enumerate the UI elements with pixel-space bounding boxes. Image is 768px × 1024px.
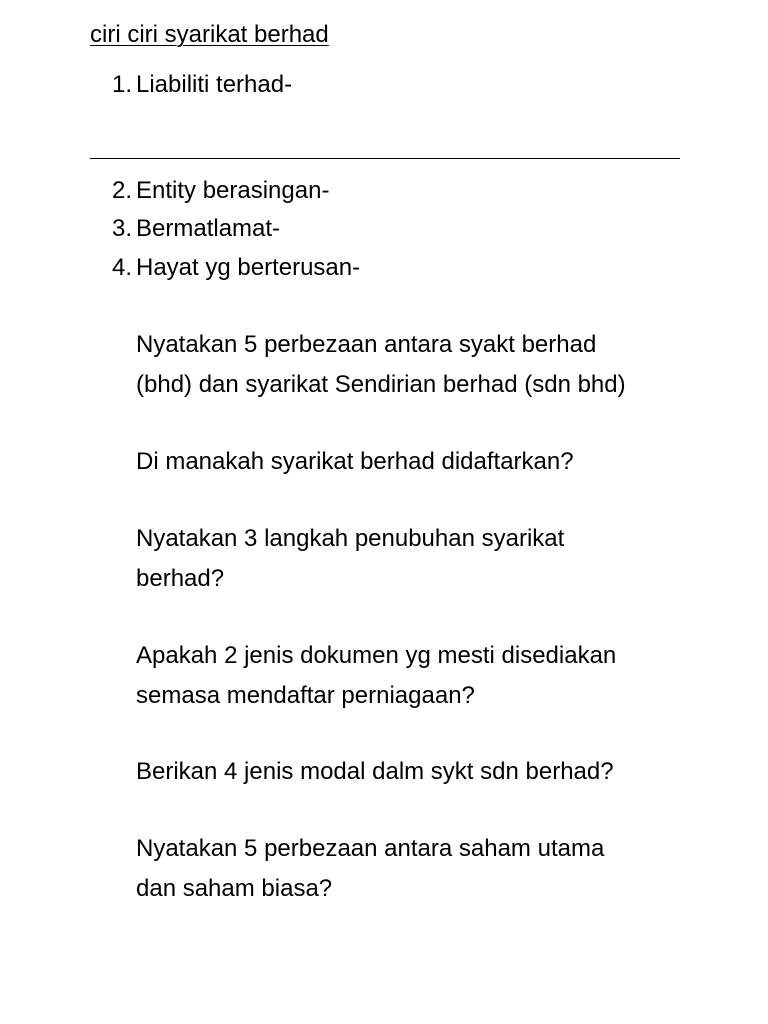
question-2 <box>136 442 736 482</box>
list-item-4 <box>112 253 360 283</box>
question-1 <box>136 325 736 405</box>
question-6 <box>136 829 736 909</box>
question-line: semasa mendaftar perniagaan? <box>136 682 475 709</box>
document-title: ciri ciri syarikat berhad <box>90 21 329 48</box>
question-4 <box>136 636 736 716</box>
list-number: 1. <box>112 71 133 98</box>
list-number: 2. <box>112 177 133 204</box>
list-text: Entity berasingan- <box>136 177 330 204</box>
question-line: Berikan 4 jenis modal dalm sykt sdn berhad? <box>136 758 614 785</box>
question-line: Apakah 2 jenis dokumen yg mesti disediakan <box>136 642 617 669</box>
answer-line <box>90 158 680 159</box>
question-line: Nyatakan 3 langkah penubuhan syarikat <box>136 525 565 552</box>
list-item-3 <box>112 214 280 244</box>
list-text: Bermatlamat- <box>136 215 281 242</box>
list-number: 3. <box>112 215 133 242</box>
question-5 <box>136 752 736 792</box>
list-text: Liabiliti terhad- <box>136 71 293 98</box>
question-line: (bhd) dan syarikat Sendirian berhad (sdn bhd) <box>136 371 626 398</box>
question-line: Nyatakan 5 perbezaan antara syakt berhad <box>136 331 597 358</box>
list-number: 4. <box>112 254 133 281</box>
question-line: berhad? <box>136 565 225 592</box>
question-line: dan saham biasa? <box>136 875 333 902</box>
list-text: Hayat yg berterusan- <box>136 254 361 281</box>
list-item-1 <box>112 70 292 100</box>
question-line: Di manakah syarikat berhad didaftarkan? <box>136 448 574 475</box>
list-item-2 <box>112 176 329 206</box>
question-3 <box>136 519 736 599</box>
question-line: Nyatakan 5 perbezaan antara saham utama <box>136 835 605 862</box>
